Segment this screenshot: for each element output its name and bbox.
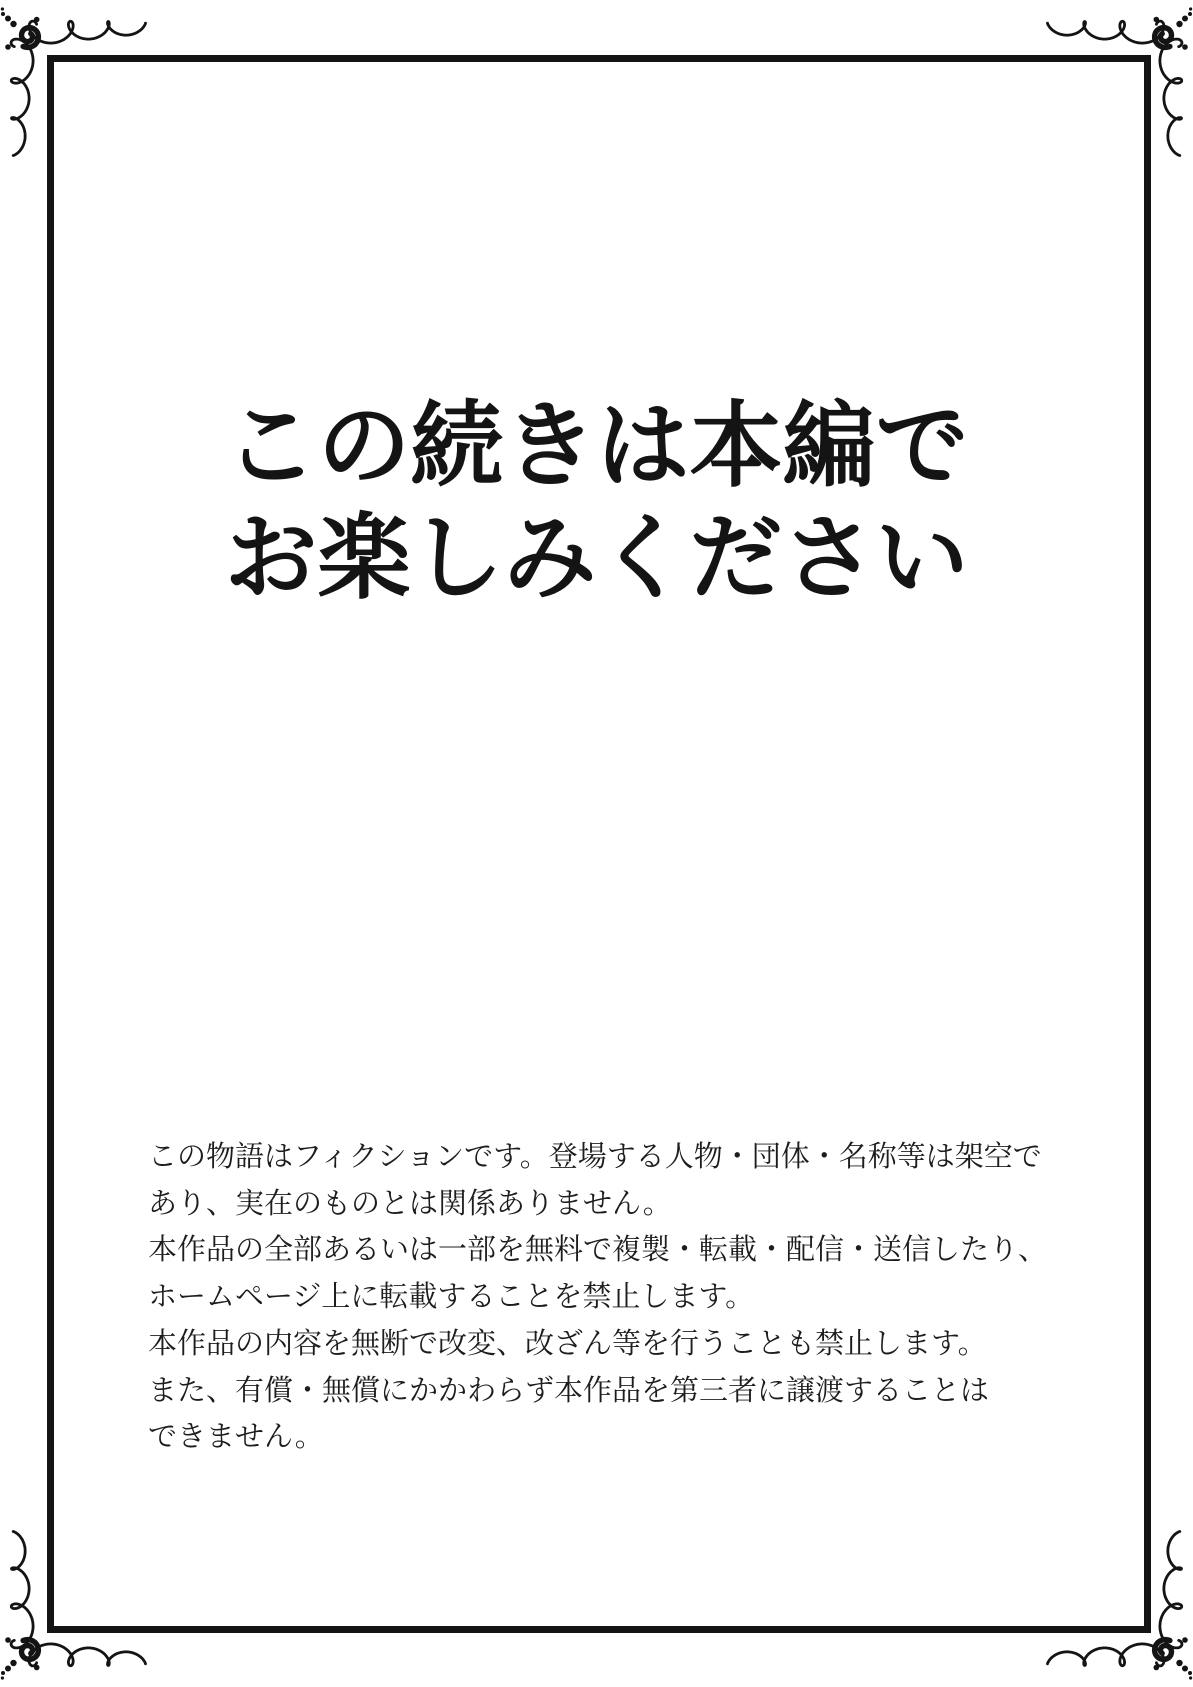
disclaimer-line: 本作品の内容を無断で改変、改ざん等を行うことも禁止します。	[148, 1327, 987, 1360]
copyright-disclaimer	[148, 1134, 1068, 1461]
disclaimer-line: あり、実在のものとは関係ありません。	[148, 1187, 672, 1220]
disclaimer-line: ホームページ上に転載することを禁止します。	[148, 1281, 755, 1314]
disclaimer-line: できません。	[148, 1421, 324, 1454]
page-title	[0, 390, 1193, 614]
disclaimer-line: この物語はフィクションです。登場する人物・団体・名称等は架空で	[148, 1141, 1042, 1173]
title-line-2: お楽しみください	[224, 506, 969, 610]
disclaimer-line: 本作品の全部あるいは一部を無料で複製・転載・配信・送信したり、	[148, 1234, 1048, 1267]
disclaimer-line: また、有償・無償にかかわらず本作品を第三者に譲渡することは	[148, 1374, 990, 1407]
title-line-1: この続きは本編で	[224, 394, 969, 498]
